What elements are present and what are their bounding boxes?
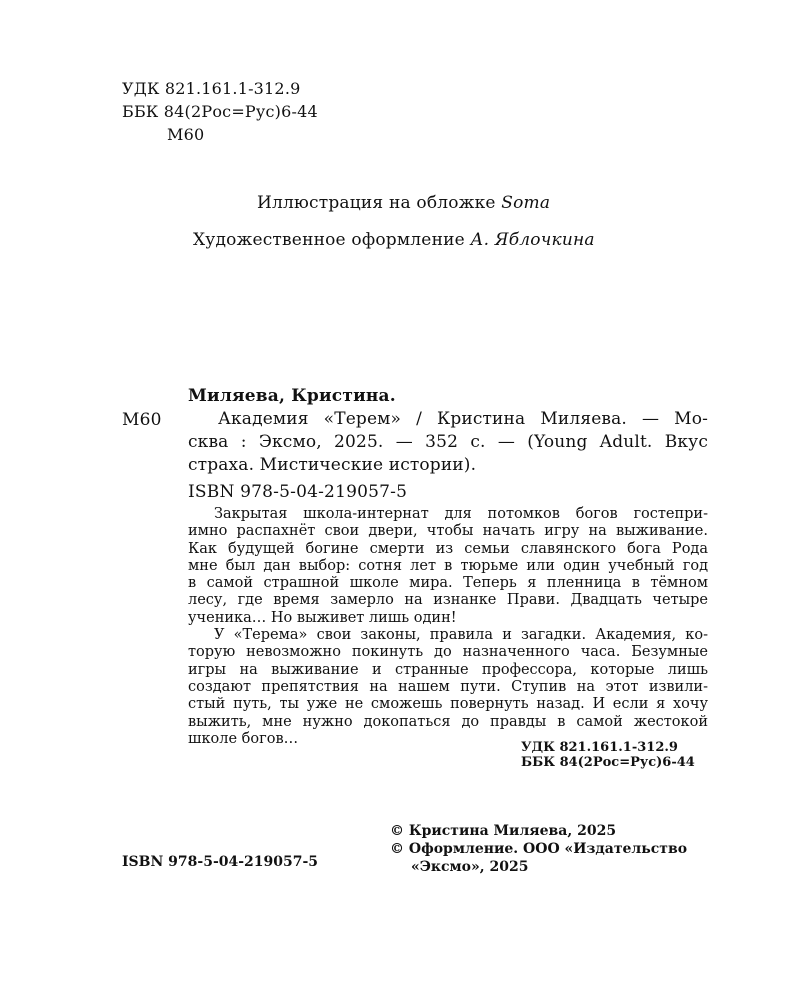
- annotation-line: в самой страшной школе мира. Теперь я пленница в тёмном: [188, 575, 708, 592]
- annotation: [188, 506, 708, 748]
- classification-block: [122, 77, 318, 146]
- isbn: ISBN 978-5-04-219057-5: [188, 482, 408, 502]
- copyright-author: © Кристина Миляева, 2025: [390, 823, 617, 839]
- udk-code: УДК 821.161.1-312.9: [122, 79, 301, 98]
- bbk-code: ББК 84(2Рос=Рус)6-44: [122, 102, 318, 121]
- annotation-line: торую невозможно покинуть до назначенного часа. Безумные: [188, 644, 708, 661]
- annotation-line: создают препятствия на нашем пути. Ступив на этот извили-: [188, 678, 708, 695]
- description-line: Академия «Терем» / Кристина Миляева. — Мо-: [218, 409, 708, 429]
- description-line: страха. Мистические истории).: [188, 455, 477, 475]
- illustrator-name: Soma: [501, 193, 551, 213]
- bibliographic-description: [188, 408, 708, 477]
- annotation-line: стый путь, ты уже не сможешь повернуть назад. И если я хочу: [188, 696, 708, 713]
- annotation-line: У «Терема» свои законы, правила и загадки. Академия, ко-: [214, 627, 708, 644]
- annotation-line: ученика… Но выживет лишь один!: [188, 609, 457, 626]
- annotation-line: выжить, мне нужно докопаться до правды в самой жестокой: [188, 713, 708, 730]
- annotation-line: Как будущей богине смерти из семьи славянского бога Рода: [188, 540, 708, 557]
- description-line: сква : Эксмо, 2025. — 352 с. — (Young Adult. Вкус: [188, 432, 708, 452]
- illustration-credit: [257, 193, 550, 213]
- classification-repeat: [521, 740, 695, 770]
- copyright-design-cont: «Эксмо», 2025: [411, 859, 529, 875]
- designer-name: А. Яблочкина: [470, 230, 595, 250]
- copyright-block: [390, 822, 687, 876]
- annotation-line: игры на выживание и странные профессора, которые лишь: [188, 661, 708, 678]
- isbn-footer: ISBN 978-5-04-219057-5: [122, 854, 319, 870]
- annotation-line: лесу, где время замерло на изнанке Прави. Двадцать четыре: [188, 592, 708, 609]
- copyright-design: © Оформление. ООО «Издательство: [390, 841, 688, 857]
- annotation-line: школе богов…: [188, 730, 299, 747]
- author-mark-code: М60: [167, 125, 205, 144]
- annotation-line: мне был дан выбор: сотня лет в тюрьме или один учебный год: [188, 557, 708, 574]
- bbk-code-repeat: ББК 84(2Рос=Рус)6-44: [521, 755, 695, 770]
- design-credit: [193, 230, 595, 250]
- author-heading: Миляева, Кристина.: [188, 386, 396, 406]
- udk-code-repeat: УДК 821.161.1-312.9: [521, 740, 678, 755]
- author-mark: М60: [122, 410, 162, 430]
- annotation-line: Закрытая школа-интернат для потомков богов гостепри-: [214, 506, 708, 522]
- annotation-line: имно распахнёт свои двери, чтобы начать игру на выживание.: [188, 523, 708, 540]
- illustration-label: Иллюстрация на обложке: [257, 193, 496, 213]
- design-label: Художественное оформление: [193, 230, 465, 250]
